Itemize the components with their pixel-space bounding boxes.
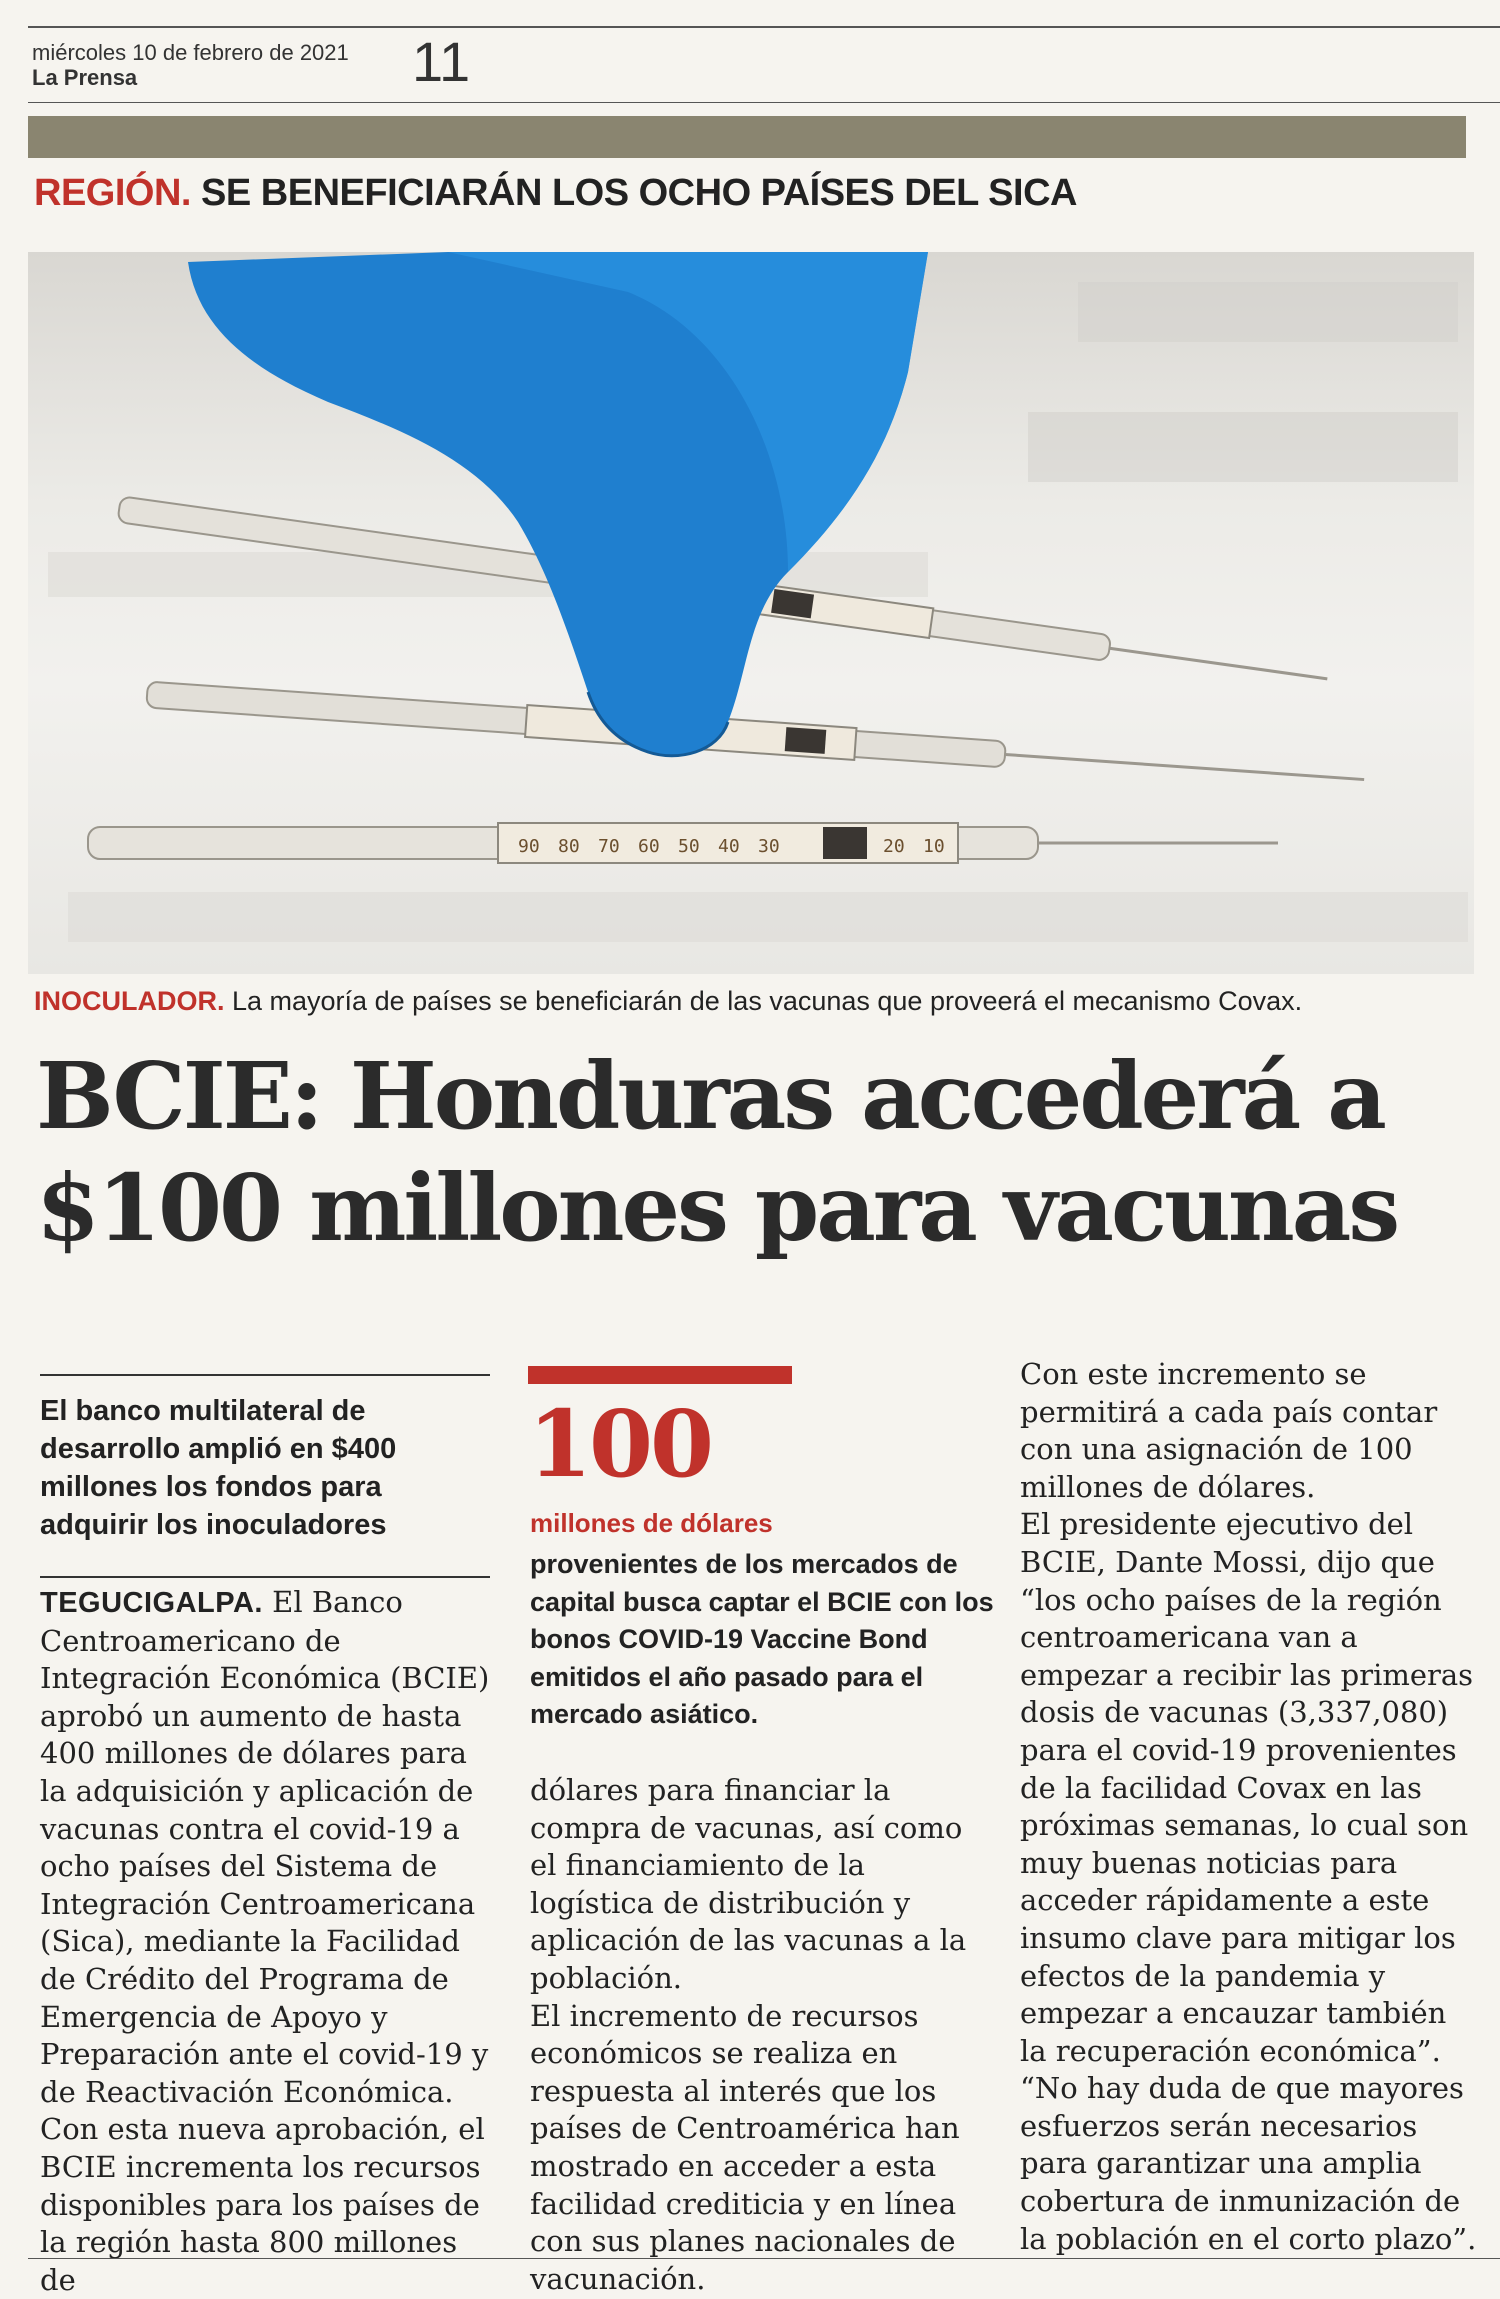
header-rule	[28, 102, 1500, 103]
kicker-tag: REGIÓN.	[34, 172, 191, 214]
newspaper-name: La Prensa	[32, 65, 138, 90]
syringes-illustration	[28, 252, 1474, 974]
caption-text: La mayoría de países se beneficiarán de las vacunas que proveerá el mecanismo Covax.	[224, 986, 1303, 1016]
body-column-2	[530, 1772, 992, 2298]
headline-line-2: $100 millones para vacunas	[36, 1154, 1398, 1262]
svg-text:70: 70	[598, 836, 620, 857]
body-paragraph: El incremento de recursos económicos se realiza en respuesta al interés que los países de Centroamérica han mostrado en acceder a esta facilidad crediticia y en línea con sus planes nacionales de vacunación.	[530, 1998, 960, 2296]
lede-bottom-rule	[40, 1576, 490, 1578]
lede-summary: El banco multilateral de desarrollo amplió en $400 millones los fondos para adquirir los inoculadores	[40, 1395, 397, 1541]
body-paragraph: El presidente ejecutivo del BCIE, Dante Mossi, dijo que “los ocho países de la región centroamericana van a empezar a recibir las primeras dosis de vacunas (3,337,080) para el covid-19 provenientes de la facilidad Covax en las próximas semanas, lo cual son muy buenas noticias para acceder rápidamente a este insumo clave para mitigar los efectos de la pandemia y empezar a encauzar también la recuperación económica”.	[1020, 1507, 1474, 2068]
svg-text:30: 30	[758, 836, 780, 857]
top-rule	[28, 26, 1500, 28]
kicker-text: SE BENEFICIARÁN LOS OCHO PAÍSES DEL SICA	[190, 172, 1077, 214]
svg-text:50: 50	[678, 836, 700, 857]
dateline-city: TEGUCIGALPA.	[40, 1587, 263, 1619]
body-paragraph: dólares para financiar la compra de vacunas, así como el financiamiento de la logística de distribución y aplicación de las vacunas a la población.	[530, 1773, 967, 1995]
section-kicker	[34, 172, 1077, 215]
svg-text:40: 40	[718, 836, 740, 857]
lede-top-rule	[40, 1374, 490, 1376]
svg-text:80: 80	[558, 836, 580, 857]
svg-text:20: 20	[883, 836, 905, 857]
section-bar	[28, 116, 1466, 158]
factbox-text: provenientes de los mercados de capital busca captar el BCIE con los bonos COVID-19 Vaccine Bond emitidos el año pasado para el mercado asiático.	[530, 1549, 994, 1729]
body-paragraph: Con esta nueva aprobación, el BCIE incrementa los recursos disponibles para los países de la región hasta 800 millones de	[40, 2112, 485, 2297]
headline-line-1: BCIE: Honduras accederá a	[36, 1042, 1384, 1150]
factbox-unit-label: millones de dólares	[530, 1508, 773, 1538]
issue-date: miércoles 10 de febrero de 2021	[32, 40, 349, 65]
page-number: 11	[412, 30, 471, 93]
bottom-rule	[28, 2258, 1500, 2259]
body-column-1	[40, 1584, 492, 2299]
body-paragraph	[40, 1584, 492, 2111]
svg-text:10: 10	[923, 836, 945, 857]
dateline	[32, 40, 349, 90]
svg-text:60: 60	[638, 836, 660, 857]
caption-tag: INOCULADOR.	[34, 986, 225, 1016]
factbox-red-bar	[528, 1366, 792, 1384]
headline	[36, 1040, 1476, 1264]
body-paragraph: Con este incremento se permitirá a cada país contar con una asignación de 100 millones de dólares.	[1020, 1357, 1438, 1504]
body-text: El Banco Centroamericano de Integración Económica (BCIE) aprobó un aumento de hasta 400 millones de dólares para la adquisición y aplicación de vacunas contra el covid-19 a ocho países del Sistema de Integración Centroamericana (Sica), mediante la Facilidad de Crédito del Programa de Emergencia de Apoyo y Preparación ante el covid-19 y de Reactivación Económica.	[40, 1585, 490, 2109]
photo-caption	[34, 986, 1302, 1017]
body-paragraph: “No hay duda de que mayores esfuerzos serán necesarios para garantizar una amplia cobertura de inmunización de la población en el corto plazo”.	[1020, 2071, 1477, 2256]
svg-text:90: 90	[518, 836, 540, 857]
body-column-3	[1020, 1356, 1478, 2258]
factbox-number: 100	[528, 1390, 712, 1498]
news-photo	[28, 252, 1474, 974]
